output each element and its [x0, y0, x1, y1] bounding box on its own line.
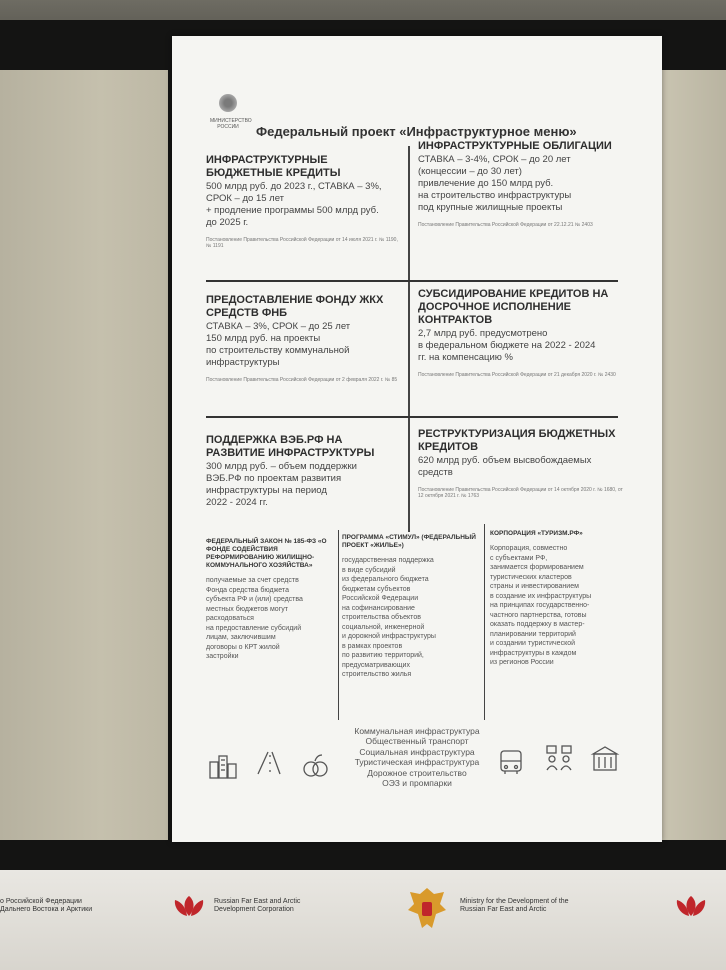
lotus-logo-icon [674, 894, 708, 918]
banner-line: Russian Far East and Arctic [214, 898, 301, 905]
block-line: под крупные жилищные проекты [418, 202, 563, 213]
block-line: инфраструктуры [206, 357, 280, 368]
block-line: 300 млрд руб. – объем поддержки [206, 461, 357, 472]
column-line: социальной, инженерной [342, 623, 425, 631]
category-item: Социальная инфраструктура [359, 746, 475, 757]
category-item: ОЭЗ и промпарки [382, 778, 452, 789]
block-line: по строительству коммунальной [206, 345, 350, 356]
people-network-icon [544, 744, 574, 772]
block-line: до 2025 г. [206, 217, 249, 228]
banner-line: Development Corporation [214, 906, 294, 913]
column-line: с субъектами РФ, [490, 554, 548, 562]
column-line: местных бюджетов могут [206, 605, 288, 613]
block-line: СТАВКА – 3-4%, СРОК – до 20 лет [418, 154, 571, 165]
block-line: 620 млрд руб. объем высвобождаемых [418, 455, 592, 466]
block-note: Постановление Правительства Российской Федерации от 14 июля 2021 г. № 1190, № 1191 [206, 237, 398, 249]
column-line: туристических кластеров [490, 573, 572, 581]
category-item: Общественный транспорт [365, 736, 469, 747]
slide-title: Федеральный проект «Инфраструктурное меню» [256, 124, 577, 139]
column-line: получаемые за счет средств [206, 577, 299, 584]
column-line: строительства объектов [342, 614, 421, 621]
column-line: Российской Федерации [342, 595, 419, 602]
block-title: ПРЕДОСТАВЛЕНИЕ ФОНДУ ЖКХ СРЕДСТВ ФНБ [206, 294, 384, 319]
infrastructure-categories [322, 726, 512, 788]
column-line: бюджетам субъектов [342, 585, 411, 593]
column-line: застройки [206, 653, 239, 660]
block-body [206, 321, 402, 369]
museum-icon [590, 744, 620, 772]
column-line: субъекта РФ и (или) средства [206, 596, 303, 603]
block-body [418, 455, 628, 479]
column-line: инфраструктуры в каждом [490, 649, 577, 657]
column-line: расходоваться [206, 615, 254, 622]
block-line: ВЭБ.РФ по проектам развития [206, 473, 342, 484]
banner-line: Ministry for the Development of the [460, 898, 569, 905]
block-body [206, 181, 402, 229]
lotus-logo-icon [172, 894, 206, 918]
column-line: в создание их инфраструктуры [490, 592, 592, 600]
column-body [206, 576, 334, 662]
column-line: частного партнерства, готовы [490, 611, 587, 619]
block-housing-fund [206, 294, 402, 383]
block-title: РЕСТРУКТУРИЗАЦИЯ БЮДЖЕТНЫХ КРЕДИТОВ [418, 428, 616, 453]
block-line: 2022 - 2024 гг. [206, 497, 268, 508]
column-line: государственная поддержка [342, 557, 434, 564]
block-line: (концессии – до 30 лет) [418, 166, 522, 177]
banner-center-text [214, 898, 300, 914]
column-divider-2 [484, 524, 485, 720]
fruit-icon [300, 752, 330, 780]
column-line: Корпорация, совместно [490, 545, 568, 552]
column-line: на принципах государственно- [490, 602, 590, 609]
event-banner [0, 870, 726, 970]
banner-right-text [460, 898, 569, 914]
column-line: страны и инвестированием [490, 583, 579, 590]
block-budget-credits [206, 154, 402, 249]
block-title: ИНФРАСТРУКТУРНЫЕ ОБЛИГАЦИИ [418, 140, 612, 152]
block-body [418, 328, 628, 364]
block-line: инфраструктуры на период [206, 485, 327, 496]
column-line: на предоставление субсидий [206, 624, 302, 632]
block-line: привлечение до 150 млрд руб. [418, 178, 554, 189]
column-divider-1 [338, 530, 339, 720]
column-line: оказать поддержку в мастер- [490, 621, 585, 628]
column-tourism-corporation [490, 530, 630, 668]
column-title: ФЕДЕРАЛЬНЫЙ ЗАКОН № 185-ФЗ «О ФОНДЕ СОДЕЙСТВИЯ РЕФОРМИРОВАНИЮ ЖИЛИЩНО-КОММУНАЛЬНОГО ХОЗЯЙСТВА» [206, 538, 327, 569]
grid-divider-horizontal-1 [206, 280, 618, 282]
block-infrastructure-bonds [418, 140, 628, 228]
column-stimul-program [342, 534, 480, 680]
emblem-caption: МИНИСТЕРСТВО РОССИИ [210, 118, 252, 130]
column-line: предусматривающих [342, 661, 410, 669]
block-note: Постановление Правительства Российской Федерации от 2 февраля 2022 г. № 85 [206, 377, 398, 383]
block-title: СУБСИДИРОВАНИЕ КРЕДИТОВ НА ДОСРОЧНОЕ ИСПОЛНЕНИЕ КОНТРАКТОВ [418, 288, 609, 326]
road-icon [254, 748, 284, 776]
coat-of-arms-icon [404, 884, 450, 934]
block-body [206, 461, 402, 509]
grid-divider-vertical [408, 146, 410, 532]
block-body [418, 154, 628, 214]
presentation-slide [172, 36, 662, 842]
column-line: на софинансирование [342, 604, 415, 612]
column-line: из федерального бюджета [342, 576, 429, 583]
column-title: КОРПОРАЦИЯ «ТУРИЗМ.РФ» [490, 530, 583, 537]
block-line: СРОК – до 15 лет [206, 193, 285, 204]
block-line: средств [418, 467, 453, 478]
block-line: на строительство инфраструктуры [418, 190, 572, 201]
banner-left-text [0, 898, 92, 914]
column-line: лицам, заключившим [206, 634, 276, 641]
banner-line: Russian Far East and Arctic [460, 906, 547, 913]
column-line: из регионов России [490, 659, 554, 666]
category-item: Дорожное строительство [367, 767, 467, 778]
bus-icon [496, 748, 526, 776]
block-line: в федеральном бюджете на 2022 - 2024 [418, 340, 596, 351]
block-title: ПОДДЕРЖКА ВЭБ.РФ НА РАЗВИТИЕ ИНФРАСТРУКТУРЫ [206, 434, 375, 459]
block-credit-restructuring [418, 428, 628, 499]
grid-divider-horizontal-2 [206, 416, 618, 418]
banner-line: Дальнего Востока и Арктики [0, 906, 93, 913]
wall-left [0, 70, 168, 840]
emblem-icon [219, 94, 237, 112]
column-line: договоры о КРТ жилой [206, 643, 280, 651]
block-veb-support [206, 434, 402, 509]
column-body [342, 556, 480, 680]
column-line: занимается формированием [490, 564, 584, 571]
column-federal-law [206, 538, 334, 662]
banner-line: о Российской Федерации [0, 898, 82, 905]
block-note: Постановление Правительства Российской Федерации от 21 декабря 2020 г. № 2430 [418, 372, 616, 378]
column-line: в рамках проектов [342, 642, 403, 650]
column-line: планировании территорий [490, 630, 576, 638]
block-line: 500 млрд руб. до 2023 г., СТАВКА – 3%, [206, 181, 382, 192]
column-body [490, 544, 630, 668]
block-line: + продление программы 500 млрд руб. [206, 205, 379, 216]
column-line: и дорожной инфраструктуры [342, 633, 436, 640]
block-title: ИНФРАСТРУКТУРНЫЕ БЮДЖЕТНЫЕ КРЕДИТЫ [206, 154, 341, 179]
block-line: СТАВКА – 3%, СРОК – до 25 лет [206, 321, 351, 332]
block-note: Постановление Правительства Российской Федерации от 22.12.21 № 2403 [418, 222, 593, 228]
category-item: Туристическая инфраструктура [354, 757, 480, 768]
block-line: гг. на компенсацию % [418, 352, 513, 363]
category-item: Коммунальная инфраструктура [354, 726, 480, 736]
block-note: Постановление Правительства Российской Федерации от 14 октября 2020 г. № 1680, от 12 октября 2021 г. № 1763 [418, 487, 623, 499]
column-line: Фонда средства бюджета [206, 586, 289, 594]
block-credit-subsidies [418, 288, 628, 378]
column-line: в виде субсидий [342, 566, 396, 574]
city-buildings-icon [208, 752, 238, 780]
block-line: 2,7 млрд руб. предусмотрено [418, 328, 548, 339]
column-title: ПРОГРАММА «СТИМУЛ» (ФЕДЕРАЛЬНЫЙ ПРОЕКТ «ЖИЛЬЕ») [342, 534, 476, 549]
column-line: и создании туристической [490, 640, 576, 647]
block-line: 150 млрд руб. на проекты [206, 333, 321, 344]
wall-right [662, 70, 726, 840]
column-line: строительство жилья [342, 671, 412, 678]
column-line: по развитию территорий, [342, 652, 424, 659]
